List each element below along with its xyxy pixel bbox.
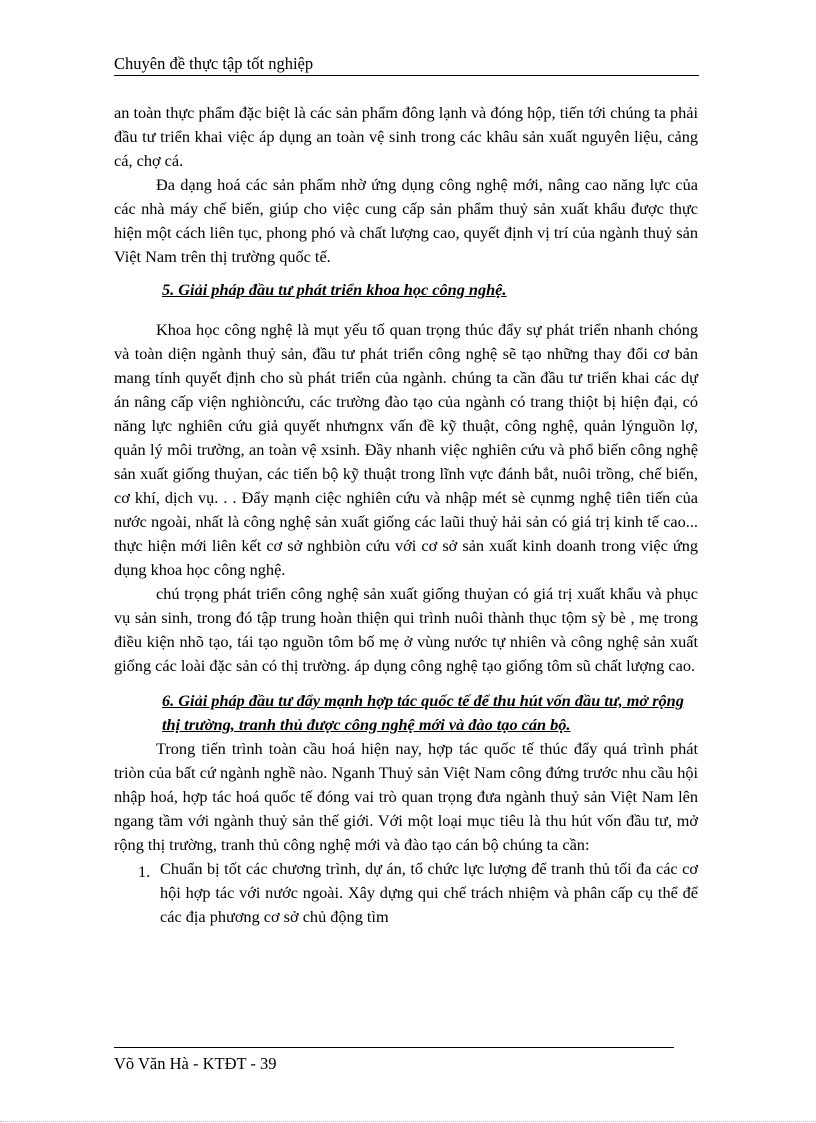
section-6-paragraph: Trong tiến trình toàn cầu hoá hiện nay, hợp tác quốc tế thúc đẩy quá trình phát triòn của bất cứ ngành nghề nào. Nganh Thuỷ sản Việt Nam công đứng trước nhu cầu hội nhập hoá, hợp tác hoá quốc tế đóng vai trò quan trọng đưa ngành thuỷ sản Việt Nam lên ngang tầm với ngành thuỷ sản thế giới. Với một loại mục tiêu là thu hút vốn đầu tư, mở rộng thị trường, tranh thủ công nghệ mới và đào tạo cán bộ chúng ta cần: bbox=[114, 739, 698, 854]
section-6-heading: 6. Giải pháp đầu tư đẩy mạnh hợp tác quốc tế để thu hút vốn đầu tư, mở rộng thị trường, tranh thủ được công nghệ mới và đào tạo cán bộ. bbox=[162, 691, 684, 734]
list-marker: 1. bbox=[138, 862, 151, 881]
list-item bbox=[114, 857, 698, 929]
list-item-text: Chuẩn bị tốt các chương trình, dự án, tổ chức lực lượng để tranh thủ tối đa các cơ hội hợp tác với nước ngoài. Xây dựng qui chế trách nhiệm và phân cấp cụ thể để các địa phương cơ sở chủ động tìm bbox=[160, 859, 698, 926]
page-edge bbox=[0, 1121, 816, 1122]
section-5-heading: 5. Giải pháp đầu tư phát triển khoa học công nghệ. bbox=[162, 280, 507, 299]
paragraph-continuation: an toàn thực phẩm đặc biệt là các sản phẩm đông lạnh và đóng hộp, tiến tới chúng ta phải đầu tư triển khai việc áp dụng an toàn vệ sinh trong các khâu sản xuất nguyên liệu, cảng cá, chợ cá. bbox=[114, 103, 698, 170]
header-rule bbox=[114, 75, 699, 76]
section-5-paragraph: chú trọng phát triển công nghệ sản xuất giống thuỷan có giá trị xuất khẩu và phục vụ sản sinh, trong đó tập trung hoàn thiện qui trình nuôi thành thục tộm sỳ bè , mẹ trong điều kiện nhõ tạo, tái tạo nguồn tôm bố mẹ ở vùng nước tự nhiên và công nghệ sản xuất giống các loài đặc sản có thị trường. áp dụng công nghệ tạo giống tôm sũ chất lượng cao. bbox=[114, 584, 698, 675]
footer-rule bbox=[114, 1047, 674, 1048]
document-body bbox=[114, 101, 698, 929]
page-header: Chuyên đề thực tập tốt nghiệp bbox=[114, 54, 314, 73]
paragraph-diversification: Đa dạng hoá các sản phẩm nhờ ứng dụng công nghệ mới, nâng cao năng lực của các nhà máy chế biến, giúp cho việc cung cấp sản phẩm thuỷ sản xuất khẩu được thực hiện một cách liên tục, phong phó và chất lượng cao, quyết định vị trí của ngành thuỷ sản Việt Nam trên thị trường quốc tế. bbox=[114, 175, 698, 266]
page-footer: Võ Văn Hà - KTĐT - 39 bbox=[114, 1054, 277, 1073]
section-5-paragraph: Khoa học công nghệ là mụt yếu tố quan trọng thúc đẩy sự phát triển nhanh chóng và toàn diện ngành thuỷ sản, đầu tư phát triển công nghệ sẽ tạo những thay đổi cơ bản mang tính quyết định cho sù phát triển của ngành. chúng ta cần đầu tư triển khai các dự án nâng cấp viện nghiòncứu, các trường đào tạo của ngành có trang thiột bị hiện đại, có năng lực nghiên cứu giả quyết nhưngnx vấn đề kỹ thuật, công nghệ, quản lýnguồn lợ, quản lý môi trường, an toàn vệ xsinh. Đầy nhanh việc nghiên cứu và phổ biến công nghệ sản xuất giống thuỷan, các tiến bộ kỹ thuật trong lĩnh vực đánh bắt, nuôi trồng, chế biến, cơ khí, dịch vụ. . . Đẩy mạnh ciệc nghiên cứu và nhập mét sè cụnmg nghệ tiên tiến của nước ngoài, nhất là công nghệ sản xuất giống các laũi thuỷ hải sản có giá trị kinh tế cao... thực hiện mới liên kết cơ sở nghbiòn cứu với cơ sở sản xuất kinh doanh trong việc ứng dụng khoa học công nghệ. bbox=[114, 320, 698, 579]
